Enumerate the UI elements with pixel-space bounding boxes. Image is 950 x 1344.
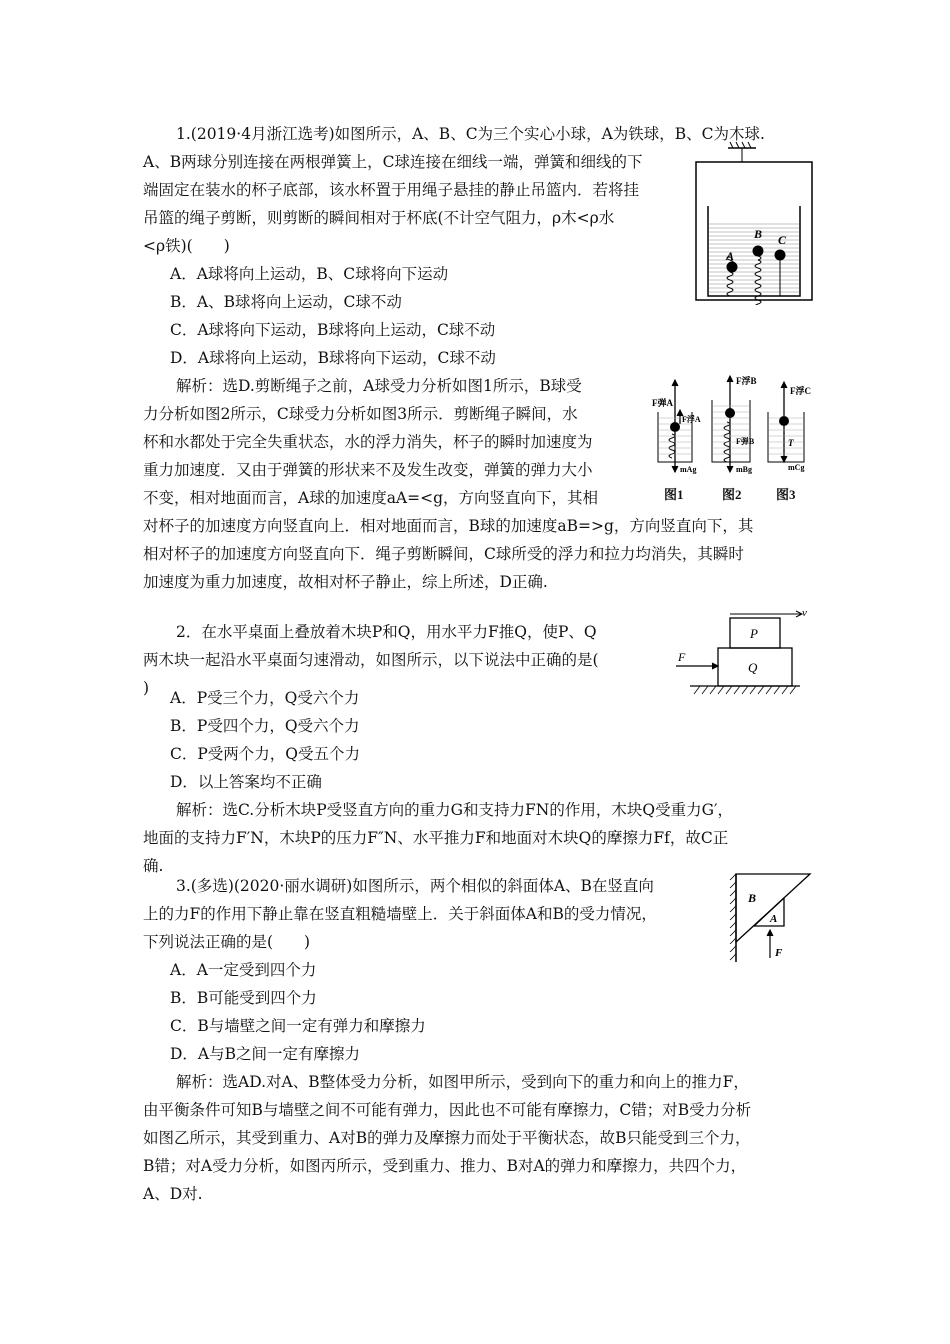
q3-option-d: D．A与B之间一定有摩擦力: [170, 1045, 361, 1063]
q2-option-d: D．以上答案均不正确: [170, 773, 322, 791]
q2-analysis-3: 确.: [143, 857, 164, 875]
q2-analysis-2: 地面的支持力F′N，木块P的压力F″N、水平推力F和地面对木块Q的摩擦力Ff，故C正: [143, 829, 729, 847]
q3-line-1: 3.(多选)(2020·丽水调研)如图所示，两个相似的斜面体A、B在竖直向: [176, 877, 654, 895]
q2-option-c: C．P受两个力，Q受五个力: [170, 745, 360, 763]
q2-label-q: Q: [748, 660, 758, 675]
q1-label-c: C: [778, 233, 787, 247]
q1-option-b: B．A、B球将向上运动，C球不动: [170, 293, 402, 311]
q2-label-f: F: [678, 650, 686, 664]
q3-label-a: A: [770, 913, 778, 925]
q1-fig1-caption: 图1: [664, 487, 684, 502]
q3-line-3: 下列说法正确的是( ): [143, 933, 311, 951]
q1-fig2-caption: 图2: [722, 487, 742, 502]
q1-f1-label-0: F弹A: [652, 398, 673, 408]
q2-line-1: 2．在水平桌面上叠放着木块P和Q，用水平力F推Q，使P、Q: [176, 623, 597, 641]
q2-option-a: A．P受三个力，Q受六个力: [170, 689, 360, 707]
q3-analysis-5: A、D对.: [143, 1185, 203, 1203]
q3-analysis-2: 由平衡条件可知B与墙壁之间不可能有弹力，因此也不可能有摩擦力，C错；对B受力分析: [143, 1101, 752, 1119]
q1-fig3-caption: 图3: [776, 487, 796, 502]
q3-label-b: B: [748, 891, 757, 905]
q1-analysis-8: 加速度为重力加速度，故相对杯子静止，综上所述，D正确.: [143, 573, 548, 591]
q1-analysis-2: 力分析如图2所示，C球受力分析如图3所示．剪断绳子瞬间，水: [143, 405, 578, 423]
q2-line-3: ): [143, 679, 150, 697]
q1-line-2: A、B两球分别连接在两根弹簧上，C球连接在细线一端，弹簧和细线的下: [143, 153, 643, 171]
q1-f2-label-2: mBg: [736, 465, 752, 474]
q1-analysis-7: 相对杯子的加速度方向竖直向下．绳子剪断瞬间，C球所受的浮力和拉力均消失，其瞬时: [143, 545, 744, 563]
q1-option-a: A．A球将向上运动，B、C球将向下运动: [170, 265, 449, 283]
q1-label-a: A: [726, 249, 735, 263]
q3-label-f: F: [775, 947, 783, 959]
q2-line-2: 两木块一起沿水平桌面匀速滑动，如图所示，以下说法中正确的是(: [143, 651, 599, 669]
q1-force-diagrams: [650, 372, 820, 482]
q2-blocks-figure: [672, 604, 812, 704]
q1-f3-label-2: mCg: [788, 463, 805, 472]
q3-option-b: B．B可能受到四个力: [170, 989, 317, 1007]
q1-option-d: D．A球将向上运动，B球将向下运动，C球不动: [170, 349, 496, 367]
q1-label-b: B: [754, 227, 763, 241]
q1-analysis-3: 杯和水都处于完全失重状态，水的浮力消失，杯子的瞬时加速度为: [143, 433, 593, 451]
q1-analysis-4: 重力加速度．又由于弹簧的形状来不及发生改变，弹簧的弹力大小: [143, 461, 593, 479]
q1-f3-label-1: T: [788, 438, 794, 448]
q1-f1-label-1: F浮A: [682, 415, 701, 424]
q1-analysis-5: 不变，相对地面而言，A球的加速度aA=<g，方向竖直向下，其相: [143, 489, 599, 507]
q3-option-c: C．B与墙壁之间一定有弹力和摩擦力: [170, 1017, 426, 1035]
q3-analysis-3: 如图乙所示，其受到重力、A对B的弹力及摩擦力而处于平衡状态，故B只能受到三个力，: [143, 1129, 751, 1147]
q3-analysis-4: B错；对A受力分析，如图丙所示，受到重力、推力、B对A的弹力和摩擦力，共四个力，: [143, 1157, 747, 1175]
q3-analysis-1: 解析：选AD.对A、B整体受力分析，如图甲所示，受到向下的重力和向上的推力F，: [176, 1073, 749, 1091]
q3-wedge-figure: [726, 870, 816, 966]
q1-f3-label-0: F浮C: [790, 386, 811, 396]
q1-line-1: 1.(2019·4月浙江选考)如图所示，A、B、C为三个实心小球，A为铁球，B、C为木球.: [176, 125, 765, 143]
q3-line-2: 上的力F的作用下静止靠在竖直粗糙墙壁上．关于斜面体A和B的受力情况，: [143, 905, 657, 923]
q2-label-p: P: [750, 626, 758, 641]
q1-f1-label-2: mAg: [680, 465, 697, 474]
q1-analysis-6: 对杯子的加速度方向竖直向上．相对地面而言，B球的加速度aB=>g，方向竖直向下，其: [143, 517, 754, 535]
q1-basket-figure: [690, 140, 820, 305]
q1-line-3: 端固定在装水的杯子底部，该水杯置于用绳子悬挂的静止吊篮内．若将挂: [143, 181, 640, 199]
q2-analysis-1: 解析：选C.分析木块P受竖直方向的重力G和支持力FN的作用，木块Q受重力G′，: [176, 801, 733, 819]
q1-option-c: C．A球将向下运动，B球将向上运动，C球不动: [170, 321, 496, 339]
q1-line-5: <ρ铁)( ): [143, 237, 230, 255]
q1-line-4: 吊篮的绳子剪断，则剪断的瞬间相对于杯底(不计空气阻力，ρ木<ρ水: [143, 209, 615, 227]
q2-label-v: v: [802, 607, 807, 619]
q3-option-a: A．A一定受到四个力: [170, 961, 317, 979]
q1-analysis-1: 解析：选D.剪断绳子之前，A球受力分析如图1所示，B球受: [176, 377, 582, 395]
q2-option-b: B．P受四个力，Q受六个力: [170, 717, 360, 735]
q1-f2-label-1: F弹B: [736, 437, 755, 446]
q1-f2-label-0: F浮B: [736, 376, 757, 386]
